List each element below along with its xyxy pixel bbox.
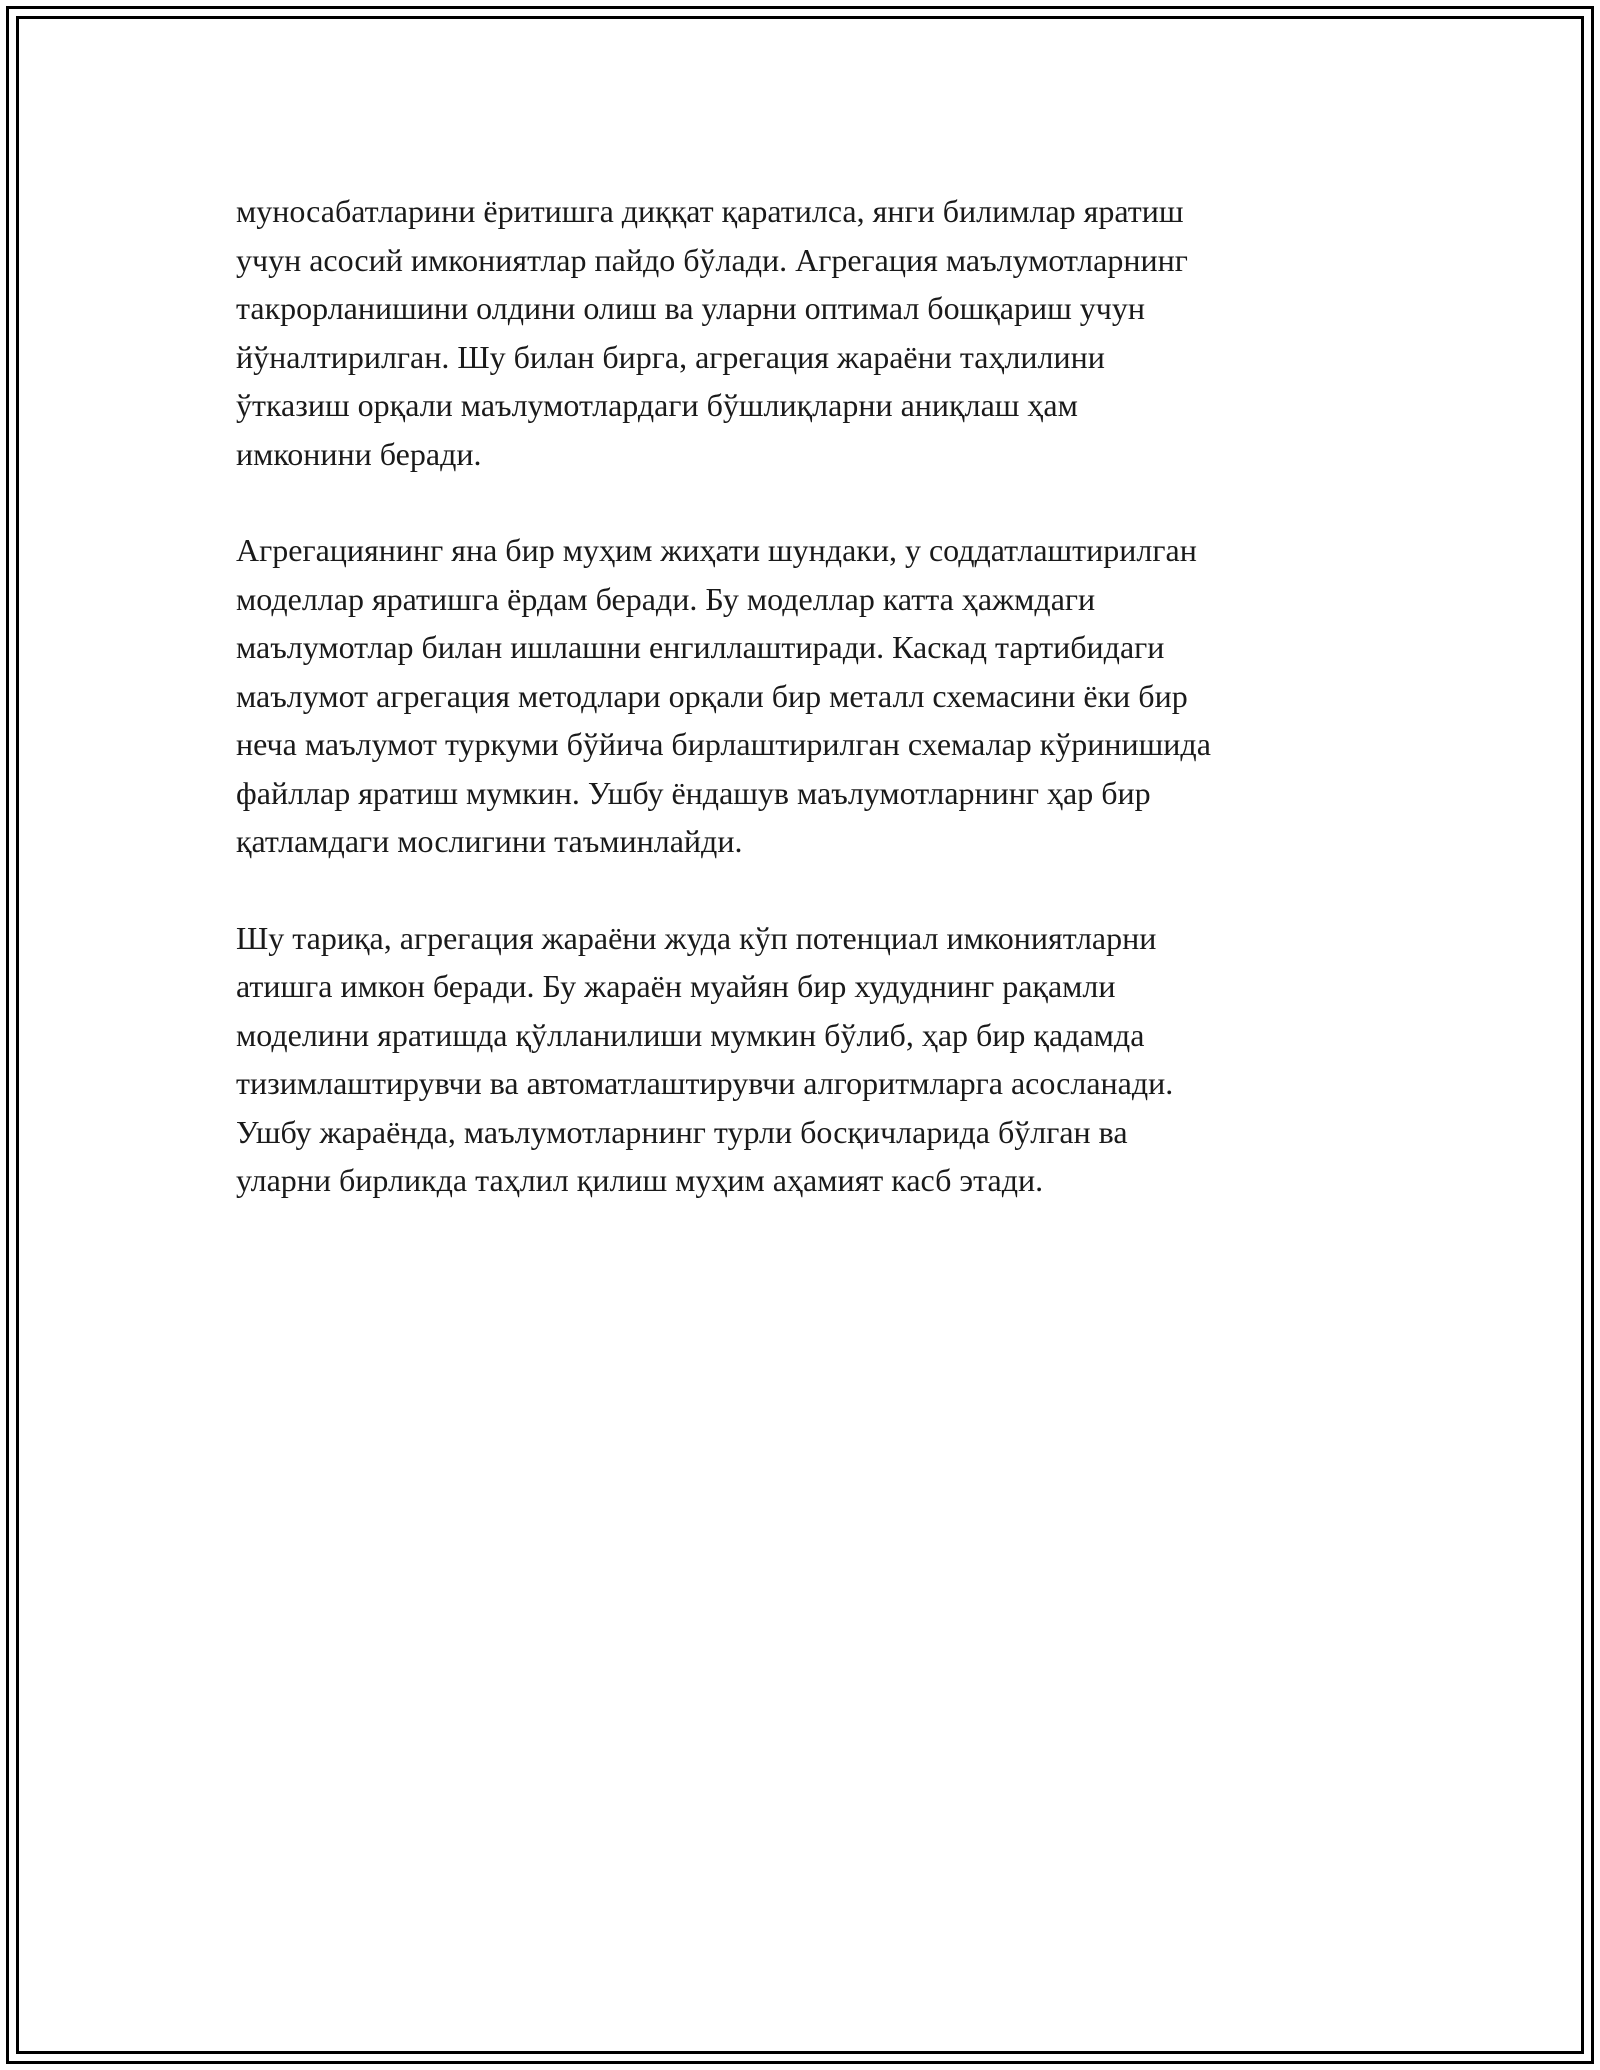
paragraph-1: муносабатларини ёритишга диққат қаратилса, янги билимлар яратиш учун асосий имкониятлар пайдо бўлади. Агрегация маълумотларнинг такрорланишини олдини олиш ва уларни оптимал бошқариш учун йўналтирилган. Шу билан бирга, агрегация жараёни таҳлилини ўтказиш орқали маълумотлардаги бўшлиқларни аниқлаш ҳам имконини беради. (236, 193, 1188, 472)
paragraph-2: Агрегациянинг яна бир муҳим жиҳати шундаки, у соддатлаштирилган моделлар яратишга ёрдам беради. Бу моделлар катта ҳажмдаги маълумотлар билан ишлашни енгиллаштиради. Каскад тартибидаги маълумот агрегация методлари орқали бир металл схемасини ёки бир неча маълумот туркуми бўйича бирлаштирилган схемалар кўринишида файллар яратиш мумкин. Ушбу ёндашув маълумотларнинг ҳар бир қатламдаги мослигини таъминлайди. (236, 532, 1211, 859)
document-body (236, 187, 1396, 1253)
paragraph-3: Шу тариқа, агрегация жараёни жуда кўп потенциал имкониятларни атишга имкон беради. Бу жараён муайян бир худуднинг рақамли моделини яратишда қўлланилиши мумкин бўлиб, ҳар бир қадамда тизимлаштирувчи ва автоматлаштирувчи алгоритмларга асосланади. Ушбу жараёнда, маълумотларнинг турли босқичларида бўлган ва уларни бирликда таҳлил қилиш муҳим аҳамият касб этади. (236, 919, 1174, 1198)
